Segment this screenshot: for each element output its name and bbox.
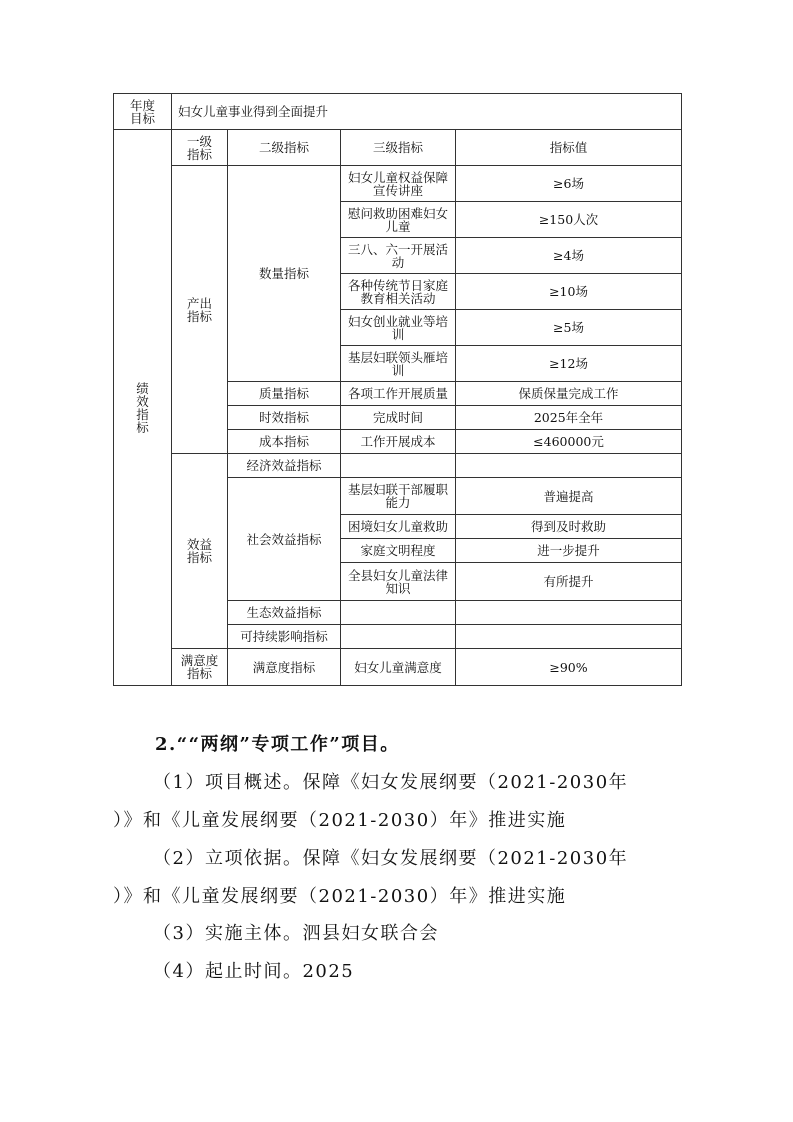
value-cell: ≥90% bbox=[456, 649, 682, 686]
level3-cell: 妇女创业就业等培训 bbox=[341, 310, 456, 346]
sustainable-indicator-label: 可持续影响指标 bbox=[228, 625, 341, 649]
paragraph-line: （3）实施主体。泗县妇女联合会 bbox=[153, 923, 439, 944]
satisfaction-sub-label: 满意度指标 bbox=[228, 649, 341, 686]
value-cell: ≥6场 bbox=[456, 166, 682, 202]
value-cell: 有所提升 bbox=[456, 563, 682, 601]
col-header-level2: 二级指标 bbox=[228, 130, 341, 166]
time-indicator-label: 时效指标 bbox=[228, 406, 341, 430]
value-cell: ≥10场 bbox=[456, 274, 682, 310]
satisfaction-indicator-label: 满意度指标 bbox=[172, 649, 228, 686]
level3-cell: 完成时间 bbox=[341, 406, 456, 430]
col-header-level1: 一级指标 bbox=[172, 130, 228, 166]
paragraph-line: ）》和《儿童发展纲要（2021-2030）年》推进实施 bbox=[113, 810, 567, 831]
value-cell: 2025年全年 bbox=[456, 406, 682, 430]
value-cell: 保质保量完成工作 bbox=[456, 382, 682, 406]
col-header-level3: 三级指标 bbox=[341, 130, 456, 166]
level3-cell: 妇女儿童权益保障宣传讲座 bbox=[341, 166, 456, 202]
level3-cell: 全县妇女儿童法律知识 bbox=[341, 563, 456, 601]
paragraph-line: （2）立项依据。保障《妇女发展纲要（2021-2030年 bbox=[153, 848, 629, 869]
level3-cell: 困境妇女儿童救助 bbox=[341, 515, 456, 539]
value-cell: ≤460000元 bbox=[456, 430, 682, 454]
level3-cell: 基层妇联领头雁培训 bbox=[341, 346, 456, 382]
level3-cell: 三八、六一开展活动 bbox=[341, 238, 456, 274]
value-cell: ≥4场 bbox=[456, 238, 682, 274]
social-indicator-label: 社会效益指标 bbox=[228, 478, 341, 601]
economic-indicator-label: 经济效益指标 bbox=[228, 454, 341, 478]
value-cell: 进一步提升 bbox=[456, 539, 682, 563]
quantity-indicator-label: 数量指标 bbox=[228, 166, 341, 382]
value-cell: ≥12场 bbox=[456, 346, 682, 382]
annual-goal-value: 妇女儿童事业得到全面提升 bbox=[172, 94, 682, 130]
value-cell bbox=[456, 454, 682, 478]
level3-cell: 慰问救助困难妇女儿童 bbox=[341, 202, 456, 238]
col-header-value: 指标值 bbox=[456, 130, 682, 166]
cost-indicator-label: 成本指标 bbox=[228, 430, 341, 454]
level3-cell bbox=[341, 601, 456, 625]
section-heading: 2.““两纲”专项工作”项目。 bbox=[155, 734, 400, 755]
level3-cell: 家庭文明程度 bbox=[341, 539, 456, 563]
level3-cell: 基层妇联干部履职能力 bbox=[341, 478, 456, 515]
annual-goal-label: 年度目标 bbox=[114, 94, 172, 130]
value-cell: ≥5场 bbox=[456, 310, 682, 346]
level3-cell: 妇女儿童满意度 bbox=[341, 649, 456, 686]
value-cell bbox=[456, 601, 682, 625]
output-indicator-label: 产出指标 bbox=[172, 166, 228, 454]
level3-cell: 各种传统节日家庭教育相关活动 bbox=[341, 274, 456, 310]
value-cell: 普遍提高 bbox=[456, 478, 682, 515]
quality-indicator-label: 质量指标 bbox=[228, 382, 341, 406]
value-cell bbox=[456, 625, 682, 649]
level3-cell bbox=[341, 454, 456, 478]
paragraph-line: （1）项目概述。保障《妇女发展纲要（2021-2030年 bbox=[153, 772, 629, 793]
level3-cell: 工作开展成本 bbox=[341, 430, 456, 454]
value-cell: 得到及时救助 bbox=[456, 515, 682, 539]
perf-indicator-label: 绩效指标 bbox=[114, 130, 172, 686]
benefit-indicator-label: 效益指标 bbox=[172, 454, 228, 649]
level3-cell: 各项工作开展质量 bbox=[341, 382, 456, 406]
paragraph-line: ）》和《儿童发展纲要（2021-2030）年》推进实施 bbox=[113, 886, 567, 907]
level3-cell bbox=[341, 625, 456, 649]
paragraph-line: （4）起止时间。2025 bbox=[153, 961, 355, 982]
performance-table bbox=[113, 93, 682, 686]
ecological-indicator-label: 生态效益指标 bbox=[228, 601, 341, 625]
value-cell: ≥150人次 bbox=[456, 202, 682, 238]
